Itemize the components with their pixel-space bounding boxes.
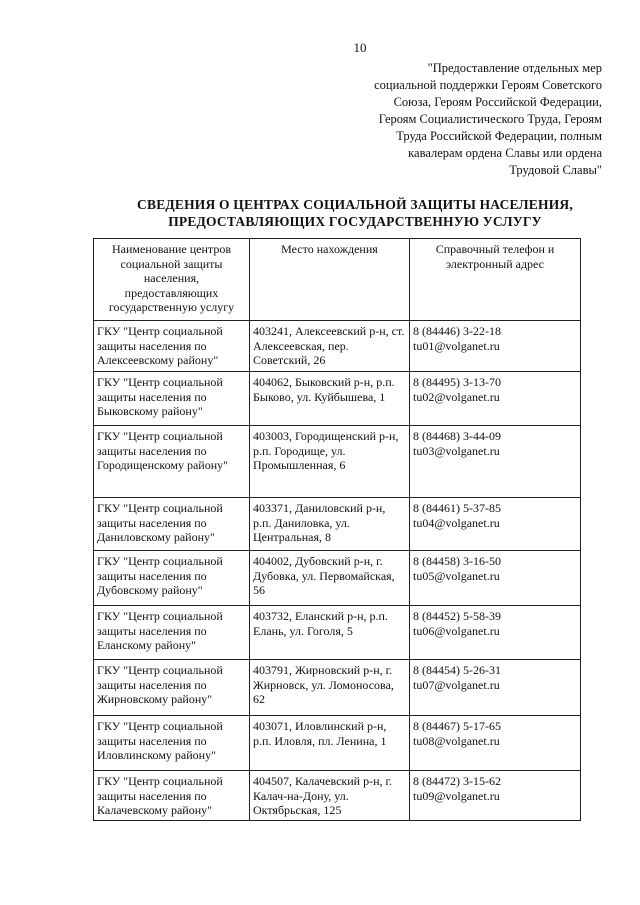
center-email: tu02@volganet.ru [413,389,500,404]
center-email: tu09@volganet.ru [413,788,500,803]
center-address: 403791, Жирновский р-н, г. Жирновск, ул. Ломоносова, 62 [250,660,410,716]
center-contact [410,660,581,716]
header-note-line: Союза, Героям Российской Федерации, [393,95,602,109]
center-phone: 8 (84458) 3-16-50 [413,554,501,568]
center-name: ГКУ "Центр социальной защиты населения по Городищенскому району" [94,426,250,498]
center-name: ГКУ "Центр социальной защиты населения по Жирновскому району" [94,660,250,716]
table-header-row [94,239,581,321]
center-address: 403241, Алексеевский р-н, ст. Алексеевская, пер. Советский, 26 [250,321,410,372]
center-address: 404062, Быковский р-н, р.п. Быково, ул. Куйбышева, 1 [250,372,410,426]
header-note-line: Труда Российской Федерации, полным [396,129,602,143]
table-row [94,498,581,551]
header-note [302,60,602,179]
table-row [94,771,581,821]
table-row [94,321,581,372]
center-phone: 8 (84452) 5-58-39 [413,609,501,623]
center-phone: 8 (84454) 5-26-31 [413,663,501,677]
center-email: tu01@volganet.ru [413,338,500,353]
center-name: ГКУ "Центр социальной защиты населения по Дубовскому району" [94,551,250,606]
center-address: 403071, Иловлинский р-н, р.п. Иловля, пл. Ленина, 1 [250,716,410,771]
center-contact [410,498,581,551]
center-email: tu03@volganet.ru [413,443,500,458]
center-phone: 8 (84472) 3-15-62 [413,774,501,788]
table-row [94,551,581,606]
header-name: Наименование центров социальной защиты населения, предоставляющих государственную услугу [94,239,250,321]
center-name: ГКУ "Центр социальной защиты населения по Еланскому району" [94,606,250,660]
header-note-line: Героям Социалистического Труда, Героям [378,112,602,126]
header-note-line: кавалерам ордена Славы или ордена [408,146,602,160]
center-address: 404507, Калачевский р-н, г. Калач-на-Дону, ул. Октябрьская, 125 [250,771,410,821]
document-title-line: ПРЕДОСТАВЛЯЮЩИХ ГОСУДАРСТВЕННУЮ УСЛУГУ [168,214,542,229]
header-note-line: "Предоставление отдельных мер [427,61,602,75]
center-contact [410,372,581,426]
center-phone: 8 (84468) 3-44-09 [413,429,501,443]
center-address: 404002, Дубовский р-н, г. Дубовка, ул. Первомайская, 56 [250,551,410,606]
center-contact [410,551,581,606]
center-name: ГКУ "Центр социальной защиты населения по Даниловскому району" [94,498,250,551]
document-title-line: СВЕДЕНИЯ О ЦЕНТРАХ СОЦИАЛЬНОЙ ЗАЩИТЫ НАСЕЛЕНИЯ, [137,197,573,212]
center-email: tu05@volganet.ru [413,568,500,583]
centers-table [93,238,581,821]
center-phone: 8 (84461) 5-37-85 [413,501,501,515]
center-address: 403732, Еланский р-н, р.п. Елань, ул. Гоголя, 5 [250,606,410,660]
center-name: ГКУ "Центр социальной защиты населения по Быковскому району" [94,372,250,426]
center-email: tu04@volganet.ru [413,515,500,530]
table-row [94,426,581,498]
center-contact [410,321,581,372]
center-phone: 8 (84467) 5-17-65 [413,719,501,733]
center-contact [410,716,581,771]
center-email: tu08@volganet.ru [413,733,500,748]
header-note-line: Трудовой Славы" [509,163,602,177]
center-name: ГКУ "Центр социальной защиты населения по Калачевскому району" [94,771,250,821]
center-email: tu06@volganet.ru [413,623,500,638]
center-phone: 8 (84495) 3-13-70 [413,375,501,389]
center-name: ГКУ "Центр социальной защиты населения по Алексеевскому району" [94,321,250,372]
page-number: 10 [353,40,367,55]
header-address: Место нахождения [250,239,410,321]
table-row [94,660,581,716]
center-name: ГКУ "Центр социальной защиты населения по Иловлинскому району" [94,716,250,771]
header-note-line: социальной поддержки Героям Советского [374,78,602,92]
center-phone: 8 (84446) 3-22-18 [413,324,501,338]
table-row [94,372,581,426]
center-contact [410,426,581,498]
center-address: 403003, Городищенский р-н, р.п. Городище, ул. Промышленная, 6 [250,426,410,498]
header-contact: Справочный телефон и электронный адрес [410,239,581,321]
table-row [94,606,581,660]
center-email: tu07@volganet.ru [413,677,500,692]
table-row [94,716,581,771]
document-title [70,196,640,230]
center-address: 403371, Даниловский р-н, р.п. Даниловка, ул. Центральная, 8 [250,498,410,551]
center-contact [410,606,581,660]
center-contact [410,771,581,821]
